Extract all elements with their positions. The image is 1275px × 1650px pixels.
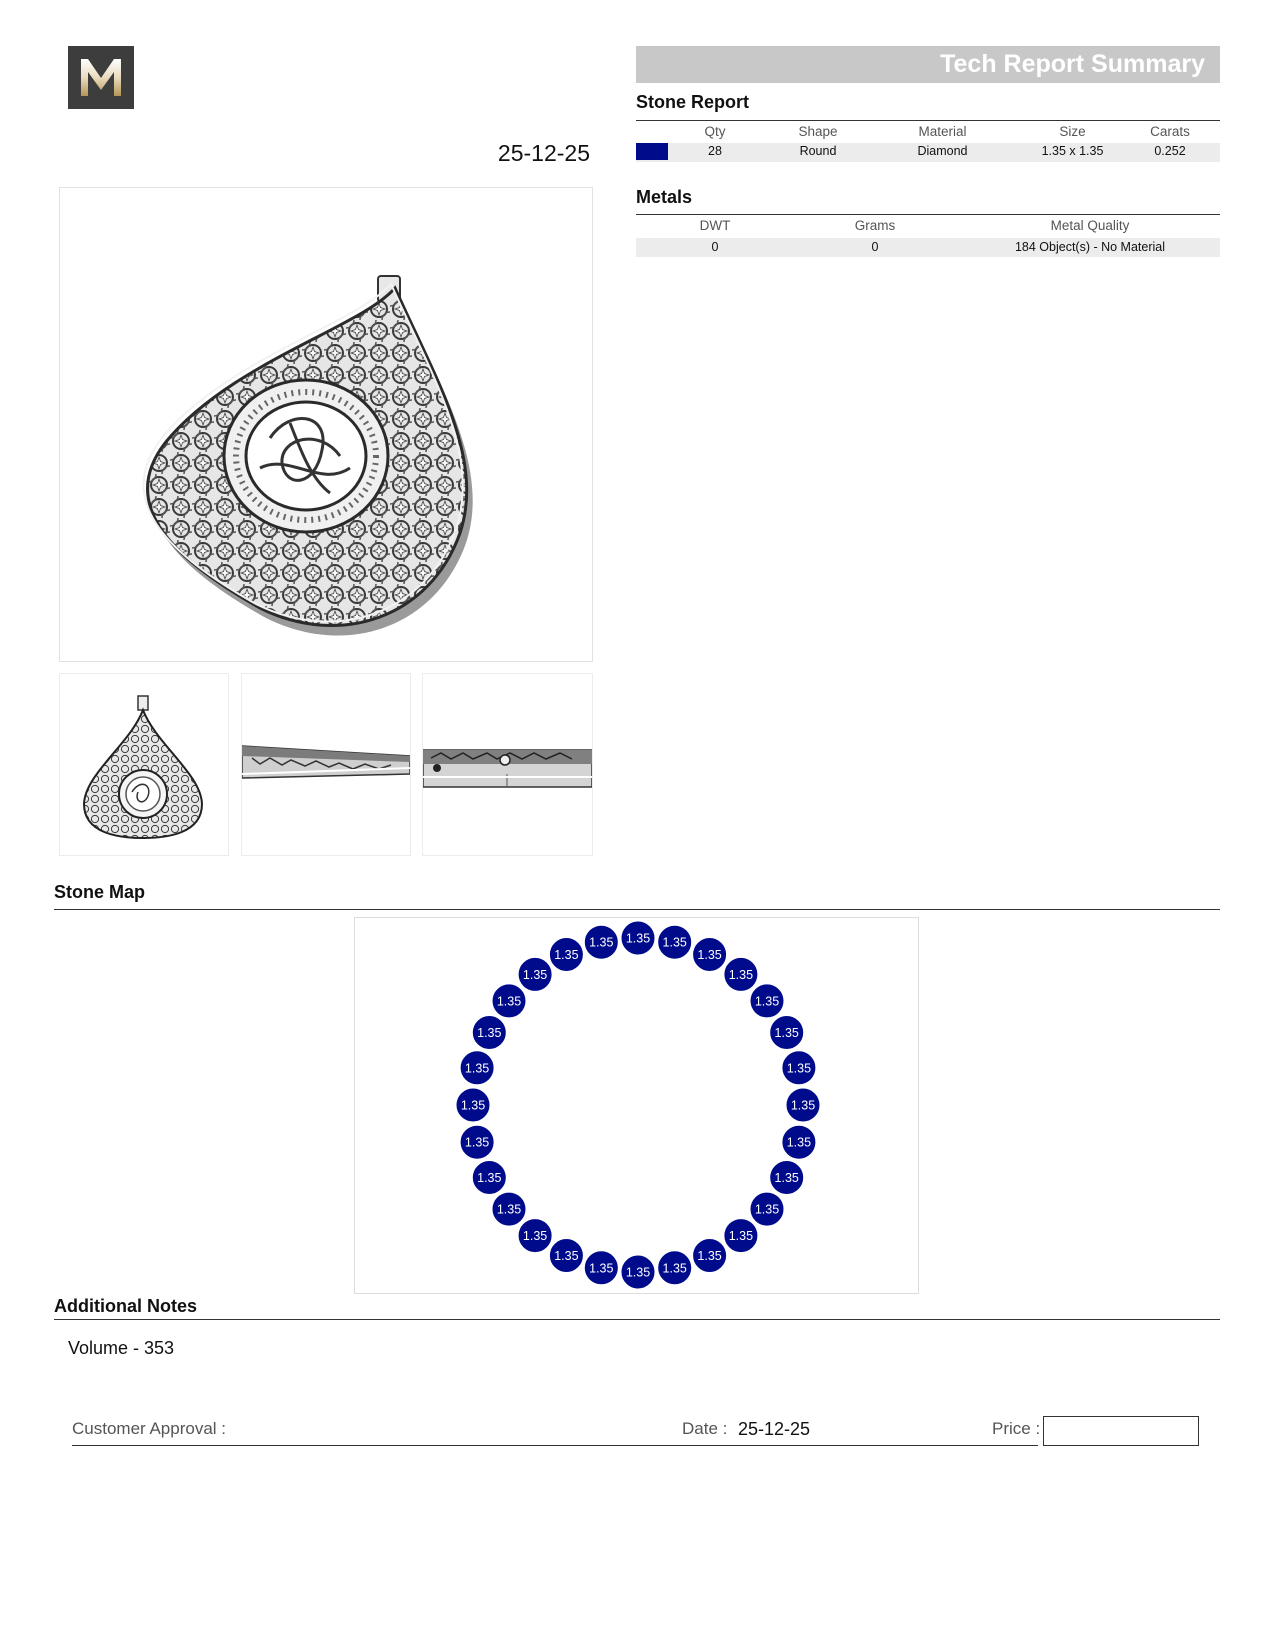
stone-material: Diamond [917, 144, 968, 158]
stone-marker [786, 1088, 820, 1122]
metal-grams: 0 [871, 240, 879, 254]
stone-marker [584, 925, 618, 959]
thumbnail-front-view[interactable] [59, 673, 229, 856]
col-header-qty: Qty [704, 124, 726, 139]
stone-report-heading: Stone Report [636, 92, 750, 112]
stone-marker [724, 957, 758, 991]
stone-size-label: 1.35 [554, 948, 579, 962]
metals-heading: Metals [636, 187, 693, 207]
stone-marker [518, 1219, 552, 1253]
stone-size-label: 1.35 [728, 1229, 754, 1244]
stone-size-label: 1.35 [589, 935, 614, 950]
stone-map-heading: Stone Map [54, 882, 146, 902]
thumbnail-side-view[interactable] [241, 673, 411, 856]
stone-map-panel [354, 917, 919, 1294]
stone-size-label: 1.35 [522, 1229, 548, 1244]
stone-size-label: 1.35 [496, 994, 522, 1009]
stone-marker [472, 1016, 506, 1050]
stone-marker [460, 1051, 494, 1085]
customer-approval-label: Customer Approval : [72, 1419, 227, 1438]
report-title-bar [636, 46, 1220, 83]
additional-notes-heading: Additional Notes [54, 1296, 197, 1316]
stone-map-diagram [355, 918, 918, 1293]
stone-marker [460, 1125, 494, 1159]
col-header-grams: Grams [854, 218, 896, 233]
pendant-side-view-icon [242, 674, 410, 855]
price-label: Price : [992, 1419, 1041, 1438]
stone-size-label: 1.35 [464, 1061, 490, 1076]
stone-size-label: 1.35 [477, 1026, 502, 1040]
stone-marker [518, 957, 552, 991]
stone-marker [782, 1125, 816, 1159]
stone-size-label: 1.35 [790, 1098, 816, 1113]
stone-size-label: 1.35 [460, 1098, 486, 1113]
stone-size-label: 1.35 [477, 1171, 502, 1185]
stone-map-divider [54, 909, 1220, 910]
col-header-shape: Shape [798, 124, 838, 139]
metals-divider [636, 214, 1220, 215]
stone-marker [456, 1088, 490, 1122]
report-title: Tech Report Summary [940, 50, 1205, 78]
stone-size-label: 1.35 [554, 1249, 579, 1263]
stone-size-label: 1.35 [625, 1265, 651, 1280]
stone-size-label: 1.35 [786, 1135, 812, 1150]
stone-size-label: 1.35 [774, 1171, 799, 1185]
volume-note: Volume - 353 [68, 1338, 175, 1358]
stone-marker [549, 938, 583, 972]
stone-marker [492, 1192, 526, 1226]
stone-marker [492, 984, 526, 1018]
notes-divider [54, 1319, 1220, 1320]
col-header-metal-quality: Metal Quality [1050, 218, 1130, 233]
stone-size-label: 1.35 [496, 1202, 522, 1217]
stone-marker [621, 921, 655, 955]
stone-marker [658, 1251, 692, 1285]
stone-marker [750, 984, 784, 1018]
stone-marker [770, 1161, 804, 1195]
metal-quality: 184 Object(s) - No Material [1014, 240, 1166, 254]
stone-size-label: 1.35 [589, 1261, 614, 1276]
pendant-render-icon [60, 188, 592, 661]
company-logo [68, 46, 134, 109]
stone-size-label: 1.35 [754, 994, 780, 1009]
stone-shape: Round [799, 144, 837, 158]
stone-carats: 0.252 [1154, 144, 1186, 158]
stone-size-label: 1.35 [522, 967, 548, 982]
stone-report-divider [636, 120, 1220, 121]
thumbnail-side-view-2[interactable] [422, 673, 593, 856]
metal-dwt: 0 [711, 240, 719, 254]
stone-size-label: 1.35 [464, 1135, 490, 1150]
stone-color-swatch [636, 143, 668, 160]
report-date: 25-12-25 [497, 140, 590, 166]
stone-marker [693, 938, 727, 972]
stone-size-label: 1.35 [625, 931, 651, 946]
stone-size-label: 1.35 [662, 1261, 687, 1276]
stone-size-label: 1.35 [697, 1249, 722, 1263]
stone-size-label: 1.35 [786, 1061, 812, 1076]
stone-marker [770, 1016, 804, 1050]
stone-marker [584, 1251, 618, 1285]
stone-marker [750, 1192, 784, 1226]
stone-marker [549, 1239, 583, 1273]
approval-date-value: 25-12-25 [738, 1419, 811, 1439]
price-input[interactable] [1043, 1416, 1199, 1446]
stone-marker [693, 1239, 727, 1273]
col-header-carats: Carats [1150, 124, 1190, 139]
pendant-front-view-icon [60, 674, 228, 855]
col-header-dwt: DWT [699, 218, 731, 233]
stone-marker [724, 1219, 758, 1253]
stone-size-label: 1.35 [662, 935, 687, 950]
stone-size: 1.35 x 1.35 [1041, 144, 1104, 158]
stone-size-label: 1.35 [728, 967, 754, 982]
stone-marker [658, 925, 692, 959]
stone-size-label: 1.35 [697, 948, 722, 962]
stone-size-label: 1.35 [774, 1026, 799, 1040]
main-product-image [59, 187, 593, 662]
approval-signature-line[interactable] [72, 1445, 1038, 1446]
stone-size-label: 1.35 [754, 1202, 780, 1217]
stone-marker [472, 1161, 506, 1195]
stone-qty: 28 [708, 144, 722, 158]
approval-date-label: Date : [682, 1419, 728, 1438]
stone-marker [782, 1051, 816, 1085]
col-header-size: Size [1059, 124, 1086, 139]
stone-marker [621, 1255, 655, 1289]
pendant-side-view-2-icon [423, 674, 592, 855]
col-header-material: Material [918, 124, 967, 139]
